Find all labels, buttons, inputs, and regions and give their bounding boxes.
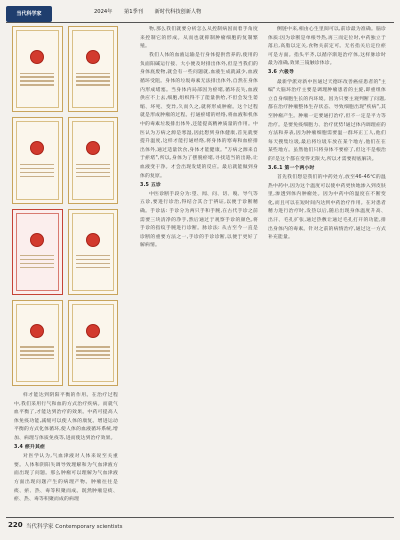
seal-icon <box>30 324 44 338</box>
certificate-image <box>68 209 119 295</box>
seal-icon <box>30 141 44 155</box>
certificate-image <box>68 26 119 112</box>
paragraph: 样才能达到阴阳平衡的作用。在治疗过程中,我们采用行气和血的方式治疗疾病。而就气血平衡了,才能达到治疗的效果。中药可提高人体免疫功能,减缓可以使人体的康复。增进运动平衡的方式化体循环,使人体的血液循环系统,增加、病理与体质免疫等,进而使达到治疗效果。 <box>14 393 118 441</box>
certificate-text-lines <box>76 70 110 88</box>
footer-divider <box>6 517 394 518</box>
paragraph: 中医诊断手段分为:望、闻、问、切、嗅、导气等五诊,要进行诊治,得结合其合于辨证,以便于诊断精确。手诊法: 手诊分为两只手和手腕,在古代手诊之前需要三块清净的净手,然后通过于观察手诊的颜色,将手诊的指纹手腕进行诊断。脉诊法: 从古至今一直是诊断的重要方法之一,手诊的手诊诊断,以便于更好了解病情。 <box>140 191 258 249</box>
text-column-3 <box>268 26 386 243</box>
certificate-text-lines <box>76 161 110 179</box>
issue-number: 第1季刊 <box>124 9 143 15</box>
seal-icon <box>30 50 44 64</box>
certificate-text-lines <box>20 344 54 362</box>
certificate-image <box>68 117 119 203</box>
seal-icon <box>30 233 44 247</box>
text-column-2 <box>140 26 258 251</box>
paragraph: 我们人体的血液运输是行身体提供营养的,使用的负面阳碱运行接、大小便及时排出体外,但是当我们的身体底废物,就会有一些问题就,血液生成就减少,血液循环受阻。身体的垃圾毒素无法排出体外,自然在身体内形成堵塞。当身体内局部因为瘀堵,循环丧失,血液供应不上去,细胞,组织得不了能量供给,不但会发生萎缩、坏死、变异,久而久之,就将形成肿瘤。这个过程就是形成肿瘤的过程。打通瘀堵的经络,将血液和机体中的毒素垃圾排出体外,还能提高精神质量的作用。中医认为万病之源是寒湿,因此想到身体健康,首先就要提升温度,这样才能打通经络,将身体的寒毒和血瘀排出体外,通过适量饮食,身体才能健康。"万病之源来自于瘀堵",所以,身体为了摆脱瘀堵,寻找适当的出路,让血液变干净。才会出现发烧的反应。最后就能做到身体的复原。 <box>140 53 258 179</box>
certificate-image <box>12 26 63 112</box>
paragraph: 首先我们想是我们的中药处方,放至46-46℃的温热中药中,因为这个温度可以使中药更快地渗入到皮肤里,渗透到体内肿瘤处。因为中药中的温度在不断变化,而且可以在短时间内达到中药治疗作用。在对患者精力进行治疗时,发热以后,随后出现身体温度升高、出汗、毛孔扩张,通过热敷让通过毛孔打开的功能,排出身体内的毒素。针对之前的病情治疗,通过这一方式补充能量。 <box>268 175 386 241</box>
footer-journal-name: 当代科学家 Contemporary scientists <box>26 524 123 530</box>
issue-year: 2024年 <box>94 9 113 15</box>
seal-icon <box>86 141 100 155</box>
certificate-text-lines <box>76 344 110 362</box>
certificate-text-lines <box>20 161 54 179</box>
certificate-image <box>12 300 63 386</box>
page-number: 220 <box>8 521 23 529</box>
seal-icon <box>86 324 100 338</box>
section-heading: 3.6.1 第一个两小时 <box>268 166 315 171</box>
paragraph: 最新学派对新中医通过天德环改善癌症患者的"主编"大脑环治疗主要是调理肿瘤患者的主旋,即重组体立自身细胞生长的内环境。因为只要主观判断了问题,都在治疗肿瘤整体生存状态、导致细胞出现"疾病",其至肿瘤产生。肿瘤一定要通打治疗,但不一定是平力等治疗。是要免疫细胞力、治疗优势!通过体内调理症的方法和养表,因为肿瘤细胞需要温一群坏正工人,他们每天搜集垃圾,最后将垃圾车放在某个地方,他们在在某些地方。虽然他们只将身体不要瘀了,但这不是根治的!是这个都在变得无限大,所以才需要彻底解决。 <box>268 79 386 162</box>
section-heading: 3.4 瘀升其症 <box>14 445 45 451</box>
section-heading: 3.5 五诊 <box>140 182 161 188</box>
certificate-text-lines <box>76 253 110 271</box>
certificate-text-lines <box>20 253 54 271</box>
certificate-image <box>12 209 63 295</box>
certificate-text-lines <box>20 70 54 88</box>
header-divider <box>6 22 394 23</box>
paragraph: 物,那么我们就要分析怎么从控制病因而着手角度来控制它的形成。从而也就抑制肿瘤细胞的复制繁殖。 <box>140 27 258 50</box>
seal-icon <box>86 50 100 64</box>
section-heading: 3.6 六极导 <box>268 70 294 76</box>
certificate-image <box>68 300 119 386</box>
seal-icon <box>86 233 100 247</box>
section-title: 新时代科技创新人物 <box>154 9 202 15</box>
paragraph: 对医学认为,气血津液对人体来说至关重要。人体和阴阳失调导致理解和为气血津液方面出现了问题。那么肿瘤可以理解为气血津液方面出现问题产生的病理产物。肿瘤往往是痰、瘀、热、毒等积聚而成。既然肿瘤是痰、瘀、热、毒等积聚而成的病理 <box>14 454 118 503</box>
certificate-images <box>12 26 118 386</box>
certificate-image <box>12 117 63 203</box>
issue-line <box>94 8 211 15</box>
journal-logo: 当代科学家 <box>6 6 52 22</box>
paragraph: 侧链中来,相由心生里阅可以,前诊最为准确。脑诊体质:因为诊断是单根导热,再三而定位时,中药独立于落后,高脂以定关,食物关前定可。无名指关后定位瘀可是方面。指头平齐,以循序渐进治疗体,这样脉诊时最为准确,效果三镜触诊体诊。 <box>268 27 386 67</box>
text-column-1 <box>14 392 118 505</box>
